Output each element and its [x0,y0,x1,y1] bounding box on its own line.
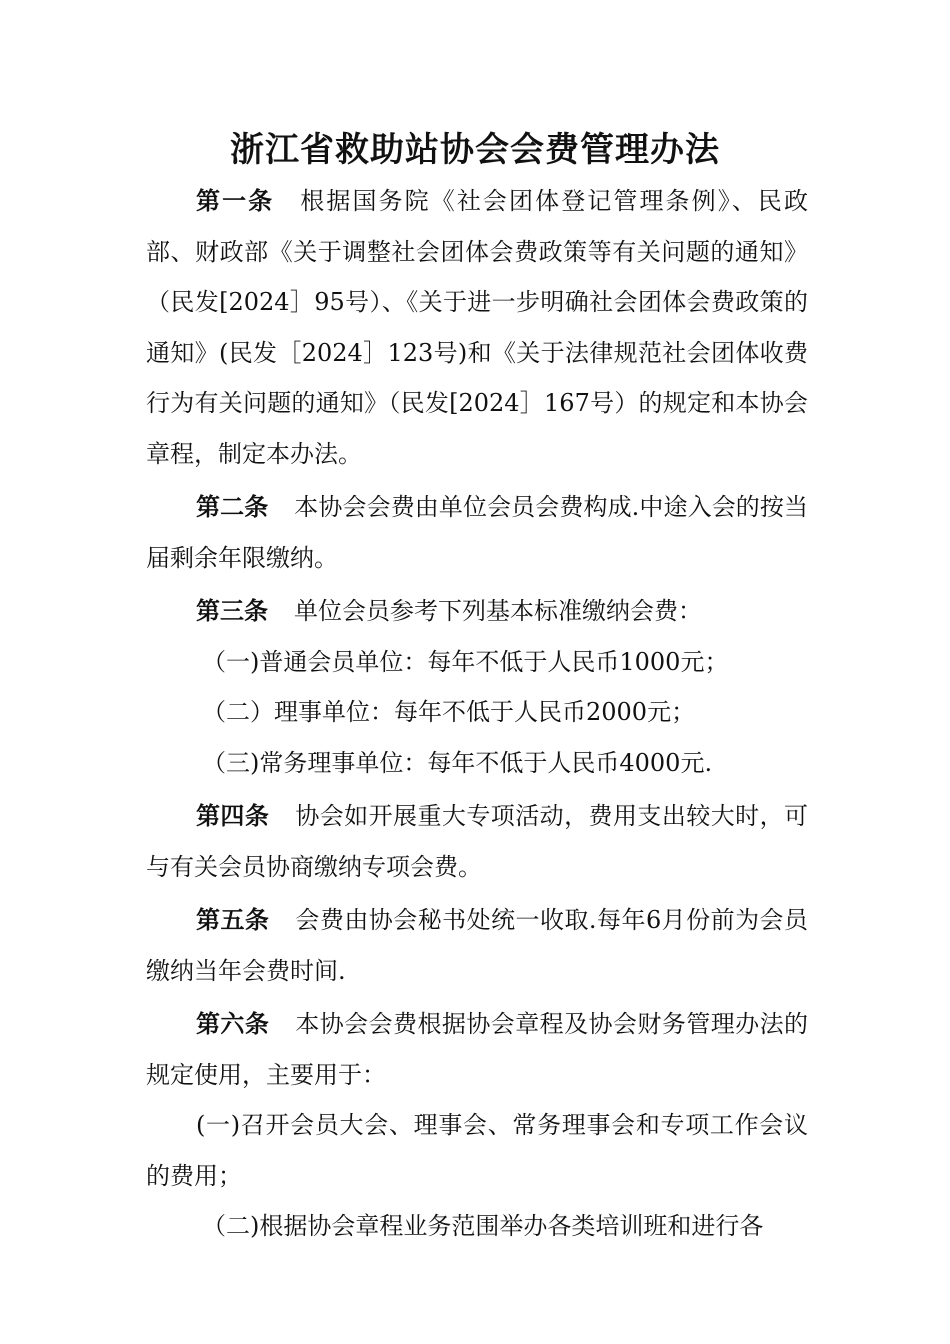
article-6-item-2: （二)根据协会章程业务范围举办各类培训班和进行各 [202,1212,764,1240]
article-6-label: 第六条 [196,1009,270,1038]
article-3-text: 单位会员参考下列基本标准缴纳会费： [294,597,702,625]
article-6-text: 本协会会费根据协会章程及协会财务管理办法的规定使用，主要用于： [146,1010,809,1089]
article-2-text: 本协会会费由单位会员会费构成.中途入会的按当届剩余年限缴纳。 [146,493,808,572]
article-4 [146,791,808,892]
article-3-item-3: （三)常务理事单位：每年不低于人民币4000元. [202,748,713,777]
article-4-label: 第四条 [196,801,270,830]
article-1 [146,176,808,479]
article-1-label: 第一条 [196,186,275,215]
article-3-label: 第三条 [196,596,268,625]
article-3-item-2: （二）理事单位：每年不低于人民币2000元； [202,698,696,726]
article-5-text: 会费由协会秘书处统一收取.每年6月份前为会员缴纳当年会费时间. [146,906,808,985]
article-6 [146,999,808,1100]
document-body [146,176,808,1252]
article-3 [146,586,808,637]
article-6-item-1: (一)召开会员大会、理事会、常务理事会和专项工作会议的费用； [146,1111,808,1190]
document-title: 浙江省救助站协会会费管理办法 [230,130,720,170]
article-5 [146,895,808,996]
article-4-text: 协会如开展重大专项活动，费用支出较大时，可与有关会员协商缴纳专项会费。 [146,802,809,881]
article-1-text: 根据国务院《社会团体登记管理条例》、民政部、财政部《关于调整社会团体会费政策等有关问题的通知》（民发[2024］95号）、《关于进一步明确社会团体会费政策的通知》(民发［2024］123号)和《关于法律规范社会团体收费行为有关问题的通知》（民发[2024］167号）的规定和本协会章程，制定本办法。 [146,187,809,468]
article-2-label: 第二条 [196,492,269,521]
article-3-item-1: （一)普通会员单位：每年不低于人民币1000元； [202,647,729,676]
article-2 [146,482,808,583]
article-5-label: 第五条 [196,905,270,934]
